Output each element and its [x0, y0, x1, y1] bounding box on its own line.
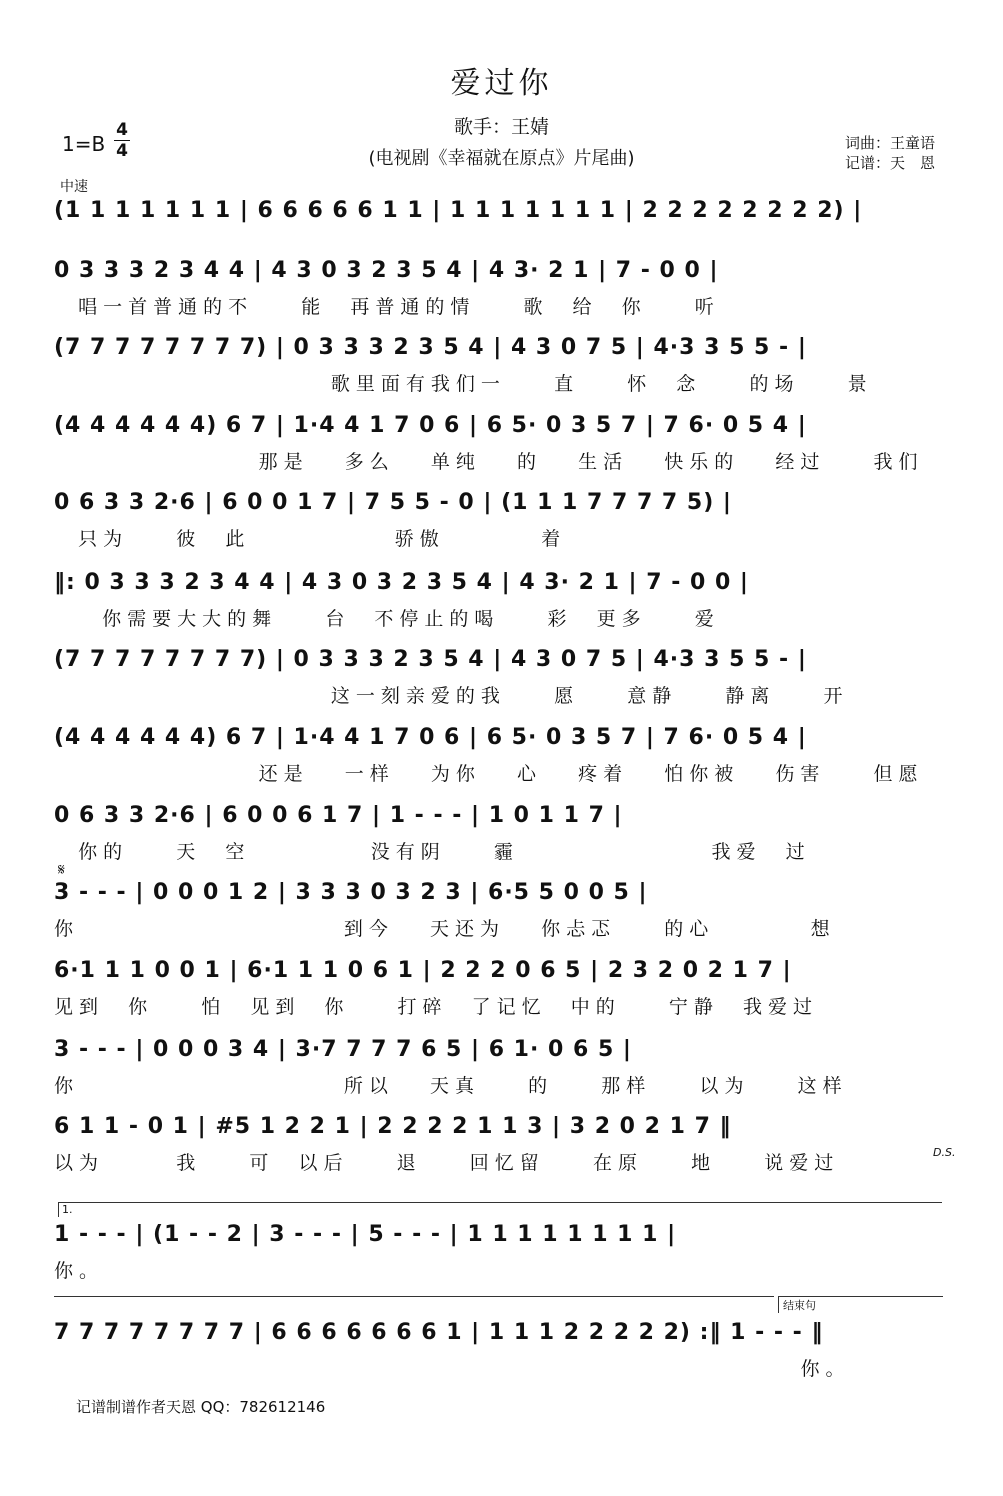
- notation-row: 3 - - - | 0 0 0 3 4 | 3·7 7 7 7 6 5 | 6 1· 0 6 5 |: [54, 1037, 632, 1062]
- lyricist-composer: 词曲：王童语: [845, 134, 936, 152]
- lyric-row: 还是 一样 为你 心 疼着 怕你被 伤害 但愿: [54, 763, 924, 785]
- lyric-row: 你需要大大的舞 台 不停止的喝 彩 更多 爱: [54, 608, 720, 630]
- end-phrase-bracket: 结束句: [778, 1296, 943, 1313]
- key-signature: 1=B: [62, 132, 106, 156]
- lyric-row: 唱一首普通的不 能 再普通的情 歌 给 你 听: [54, 296, 720, 318]
- notation-row: ‖: 0 3 3 3 2 3 4 4 | 4 3 0 3 2 3 5 4 | 4 3· 2 1 | 7 - 0 0 |: [54, 570, 749, 595]
- notation-row: 1 - - - | (1 - - 2 | 3 - - - | 5 - - - | 1 1 1 1 1 1 1 1 |: [54, 1222, 677, 1247]
- notation-row: (7 7 7 7 7 7 7 7) | 0 3 3 3 2 3 5 4 | 4 3 0 7 5 | 4·3 3 5 5 - |: [54, 335, 807, 360]
- notation-row: 0 6 3 3 2·6 | 6 0 0 6 1 7 | 1 - - - | 1 0 1 1 7 |: [54, 803, 623, 828]
- lyric-row: 见到 你 怕 见到 你 打碎 了记忆 中的 宁静 我爱过: [54, 996, 818, 1018]
- notation-row: 0 6 3 3 2·6 | 6 0 0 1 7 | 7 5 5 - 0 | (1 1 1 7 7 7 7 5) |: [54, 490, 732, 515]
- notation-row: (1 1 1 1 1 1 1 | 6 6 6 6 6 1 1 | 1 1 1 1 1 1 1 | 2 2 2 2 2 2 2 2) |: [54, 198, 863, 223]
- singer-line: 歌手：王婧: [453, 116, 549, 138]
- lyric-row: 歌里面有我们一 直 怀 念 的场 景: [54, 373, 873, 395]
- lyric-row: 你。: [54, 1358, 851, 1380]
- notation-row: 3 - - - | 0 0 0 1 2 | 3 3 3 0 3 2 3 | 6·5 5 0 0 5 |: [54, 880, 648, 905]
- footer-credit: 记谱制谱作者天恩 QQ：782612146: [76, 1398, 326, 1416]
- subtitle-line: (电视剧《幸福就在原点》片尾曲): [368, 148, 635, 169]
- notation-row: 6·1 1 1 0 0 1 | 6·1 1 1 0 6 1 | 2 2 2 0 6 5 | 2 3 2 0 2 1 7 |: [54, 958, 792, 983]
- first-ending-bracket: 1.: [58, 1202, 942, 1217]
- lyric-row: 那是 多么 单纯 的 生活 快乐的 经过 我们: [54, 451, 924, 473]
- song-title: 爱过你: [450, 66, 553, 101]
- lyric-row: 你的 天 空 没有阴 霾 我爱 过: [54, 841, 811, 863]
- lyric-row: 以为 我 可 以后 退 回忆留 在原 地 说爱过: [54, 1152, 840, 1174]
- notation-row: 0 3 3 3 2 3 4 4 | 4 3 0 3 2 3 5 4 | 4 3· 2 1 | 7 - 0 0 |: [54, 258, 719, 283]
- time-sig-top: 4: [116, 120, 128, 140]
- notation-row: (7 7 7 7 7 7 7 7) | 0 3 3 3 2 3 5 4 | 4 3 0 7 5 | 4·3 3 5 5 - |: [54, 647, 807, 672]
- lyric-row: 只为 彼 此 骄傲 着: [54, 528, 567, 550]
- notation-row: (4 4 4 4 4 4) 6 7 | 1·4 4 1 7 0 6 | 6 5· 0 3 5 7 | 7 6· 0 5 4 |: [54, 413, 807, 438]
- lyric-row: 你 到今 天还为 你忐忑 的心 想: [54, 918, 836, 940]
- time-signature: [114, 120, 130, 161]
- lyric-row: 你 所以 天真 的 那样 以为 这样: [54, 1075, 848, 1097]
- segno-icon: 𝄋: [58, 860, 65, 879]
- time-sig-bottom: 4: [116, 141, 128, 161]
- notation-row: 7 7 7 7 7 7 7 7 | 6 6 6 6 6 6 6 1 | 1 1 1 2 2 2 2 2) :‖ 1 - - - ‖: [54, 1320, 824, 1345]
- ending-line: [54, 1296, 774, 1297]
- ds-marking: D.S.: [933, 1146, 956, 1159]
- tempo-marking: 中速: [60, 179, 88, 195]
- transcriber: 记谱：天 恩: [845, 154, 936, 172]
- lyric-row: 这一刻亲爱的我 愿 意静 静离 开: [54, 685, 849, 707]
- notation-row: 6 1 1 - 0 1 | #5 1 2 2 1 | 2 2 2 2 1 1 3 | 3 2 0 2 1 7 ‖: [54, 1114, 732, 1139]
- credits: [845, 133, 935, 173]
- notation-row: (4 4 4 4 4 4) 6 7 | 1·4 4 1 7 0 6 | 6 5· 0 3 5 7 | 7 6· 0 5 4 |: [54, 725, 807, 750]
- lyric-row: 你。: [54, 1260, 105, 1282]
